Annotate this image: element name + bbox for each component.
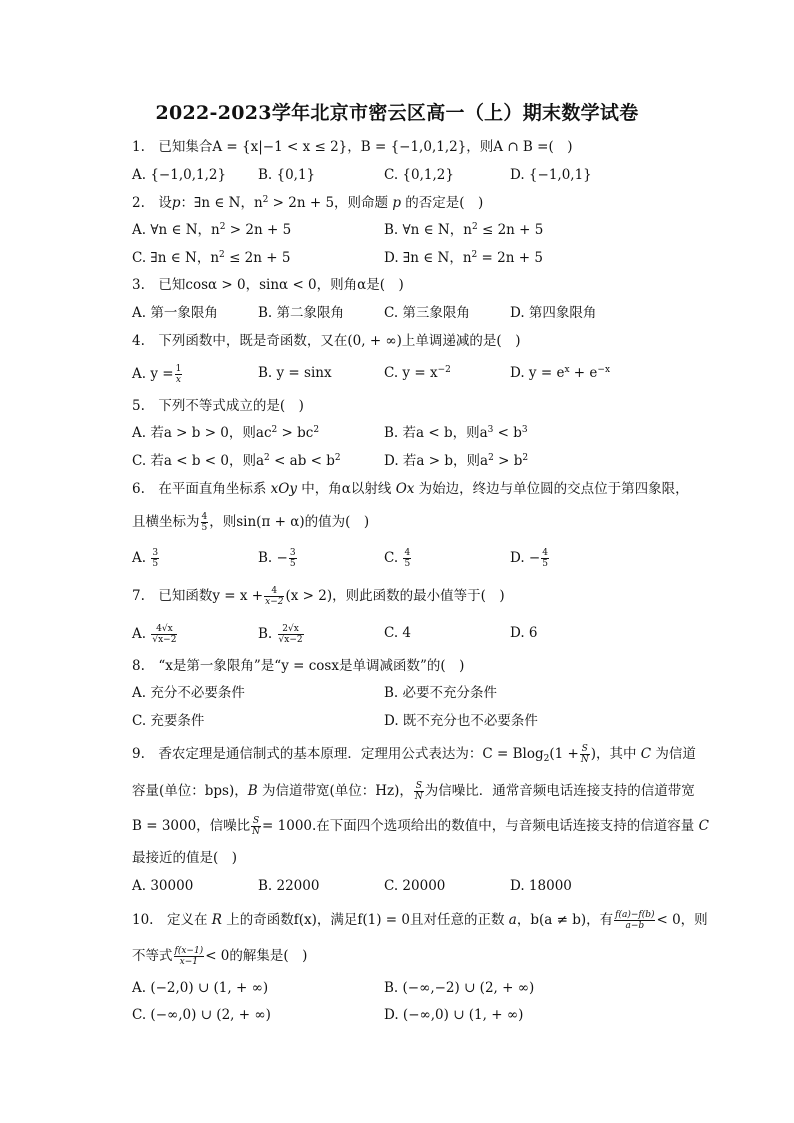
question-5-option-b: B. 若a < b，则$a^3 < b^3$: [384, 425, 528, 441]
question-1-option-a: A. {−1,0,1,2}: [132, 167, 227, 183]
fraction: $\frac{3}{5}$: [152, 548, 159, 569]
question-2-option-a: A. ∀n ∈ N，$n^2 > 2n + 5$: [132, 222, 292, 238]
question-9-option-b: B. 22000: [258, 878, 320, 894]
question-7-option-b: B. $\frac{2√x}{√x-2}$: [258, 624, 303, 645]
question-5-stem: 5. 下列不等式成立的是( ): [132, 398, 304, 414]
question-2-option-b: B. ∀n ∈ N，$n^2 \le 2n + 5$: [384, 222, 544, 238]
question-8-option-d: D. 既不充分也不必要条件: [384, 713, 538, 729]
question-9-stem-line-4: 最接近的值是( ): [132, 850, 238, 866]
fraction: $\frac{4}{5}$: [542, 548, 548, 569]
question-5-option-c: C. 若a < b < 0，则$a^2$ < ab < $b^2$: [132, 453, 341, 469]
question-10-option-c: C. (−∞,0) ∪ (2, + ∞): [132, 1007, 271, 1023]
question-9-option-a: A. 30000: [132, 878, 194, 894]
question-2-option-c: C. ∃n ∈ N，$n^2 \le 2n + 5$: [132, 250, 291, 266]
exam-title: 2022-2023学年北京市密云区高一（上）期末数学试卷: [155, 102, 639, 124]
question-9-stem-line-3: B = 3000，信噪比 $\frac{S}{N}$ = 1000.在下面四个选项给出的数值中，与音频电话连接支持的信道容量 C: [132, 816, 709, 837]
question-4-option-d: D. $y = e^x + e^{-x}$: [510, 365, 611, 381]
question-9-option-d: D. 18000: [510, 878, 572, 894]
fraction: $\frac{4√x}{√x-2}$: [152, 624, 177, 645]
question-3-stem: 3. 已知cosα > 0，sinα < 0，则角α是( ): [132, 277, 404, 293]
question-4-option-b: B. y = sinx: [258, 365, 332, 381]
question-6-option-d: D. − $\frac{4}{5}$: [510, 548, 548, 569]
fraction: $\frac{S}{N}$: [414, 781, 423, 802]
question-8-option-b: B. 必要不充分条件: [384, 685, 498, 701]
question-10-option-b: B. (−∞,−2) ∪ (2, + ∞): [384, 980, 535, 996]
question-1-stem: 1. 已知集合A = {x|−1 < x ≤ 2}，B = {−1,0,1,2}，则A ∩ B =( ): [132, 139, 573, 155]
question-5-option-a: A. 若a > b > 0，则$ac^2 > bc^2$: [132, 425, 320, 441]
question-3-option-b: B. 第二象限角: [258, 305, 345, 321]
question-10-option-d: D. (−∞,0) ∪ (1, + ∞): [384, 1007, 524, 1023]
question-6-option-a: A. $\frac{3}{5}$: [132, 548, 159, 569]
question-10-stem-line-2: 不等式 $\frac{f(x-1)}{x-1}$ < 0的解集是( ): [132, 946, 308, 967]
fraction: $\frac{f(x-1)}{x-1}$: [174, 946, 204, 967]
question-1-option-c: C. {0,1,2}: [384, 167, 454, 183]
question-3-option-d: D. 第四象限角: [510, 305, 597, 321]
question-7-stem: 7. 已知函数y = x + $\frac{4}{x-2}$ (x > 2)，则此函数的最小值等于( ): [132, 586, 505, 607]
question-1-option-b: B. {0,1}: [258, 167, 316, 183]
fraction: $\frac{2√x}{√x-2}$: [278, 624, 303, 645]
question-2-option-d: D. ∃n ∈ N，$n^2 = 2n + 5$: [384, 250, 543, 266]
question-6-option-b: B. − $\frac{3}{5}$: [258, 548, 296, 569]
fraction: $\frac{f(a)-f(b)}{a-b}$: [615, 910, 655, 931]
question-10-stem-line-1: 10. 定义在 R 上的奇函数f(x)，满足f(1) = 0且对任意的正数 a，b(a ≠ b)，有 $\frac{f(a)-f(b)}{a-b}$ < 0，则: [132, 910, 708, 931]
fraction: $\frac{4}{x-2}$: [265, 586, 284, 607]
fraction: $\frac{3}{5}$: [289, 548, 296, 569]
fraction: $\frac{S}{N}$: [580, 744, 589, 765]
question-7-option-c: C. 4: [384, 625, 412, 641]
question-7-option-a: A. $\frac{4√x}{√x-2}$: [132, 624, 177, 645]
fraction: $\frac{1}{x}$: [175, 364, 182, 385]
question-9-stem-line-2: 容量(单位：bps)，B 为信道带宽(单位：Hz)， $\frac{S}{N}$ 为信噪比．通常音频电话连接支持的信道带宽: [132, 781, 695, 802]
question-8-option-c: C. 充要条件: [132, 713, 205, 729]
question-7-option-d: D. 6: [510, 625, 538, 641]
question-4-option-a: A. y = $\frac{1}{x}$: [132, 364, 182, 385]
question-6-stem-line-1: 6. 在平面直角坐标系 xOy 中，角α以射线 Ox 为始边，终边与单位圆的交点位于第四象限，: [132, 481, 689, 497]
question-10-option-a: A. (−2,0) ∪ (1, + ∞): [132, 980, 269, 996]
question-3-option-a: A. 第一象限角: [132, 305, 218, 321]
question-9-stem-line-1: 9. 香农定理是通信制式的基本原理．定理用公式表达为：C = Blog$_2$(1 + $\frac{S}{N}$ )，其中 C 为信道: [132, 744, 696, 765]
question-8-stem: 8. “x是第一象限角”是“y = cosx是单调减函数”的( ): [132, 658, 465, 674]
question-4-stem: 4. 下列函数中，既是奇函数，又在(0, + ∞)上单调递减的是( ): [132, 333, 521, 349]
question-2-stem: 2. 设p：∃n ∈ N，$n^2 > 2n + 5$，则命题 p 的否定是( ): [132, 195, 484, 211]
fraction: $\frac{S}{N}$: [252, 816, 261, 837]
question-4-option-c: C. $y = x^{-2}$: [384, 365, 451, 381]
question-5-option-d: D. 若a > b，则$a^2 > b^2$: [384, 453, 529, 469]
question-8-option-a: A. 充分不必要条件: [132, 685, 245, 701]
question-6-option-c: C. $\frac{4}{5}$: [384, 548, 411, 569]
question-1-option-d: D. {−1,0,1}: [510, 167, 592, 183]
question-6-stem-line-2: 且横坐标为 $\frac{4}{5}$ ，则sin(π + α)的值为( ): [132, 512, 370, 533]
fraction: $\frac{4}{5}$: [404, 548, 411, 569]
question-9-option-c: C. 20000: [384, 878, 446, 894]
fraction: $\frac{4}{5}$: [201, 512, 208, 533]
question-3-option-c: C. 第三象限角: [384, 305, 470, 321]
